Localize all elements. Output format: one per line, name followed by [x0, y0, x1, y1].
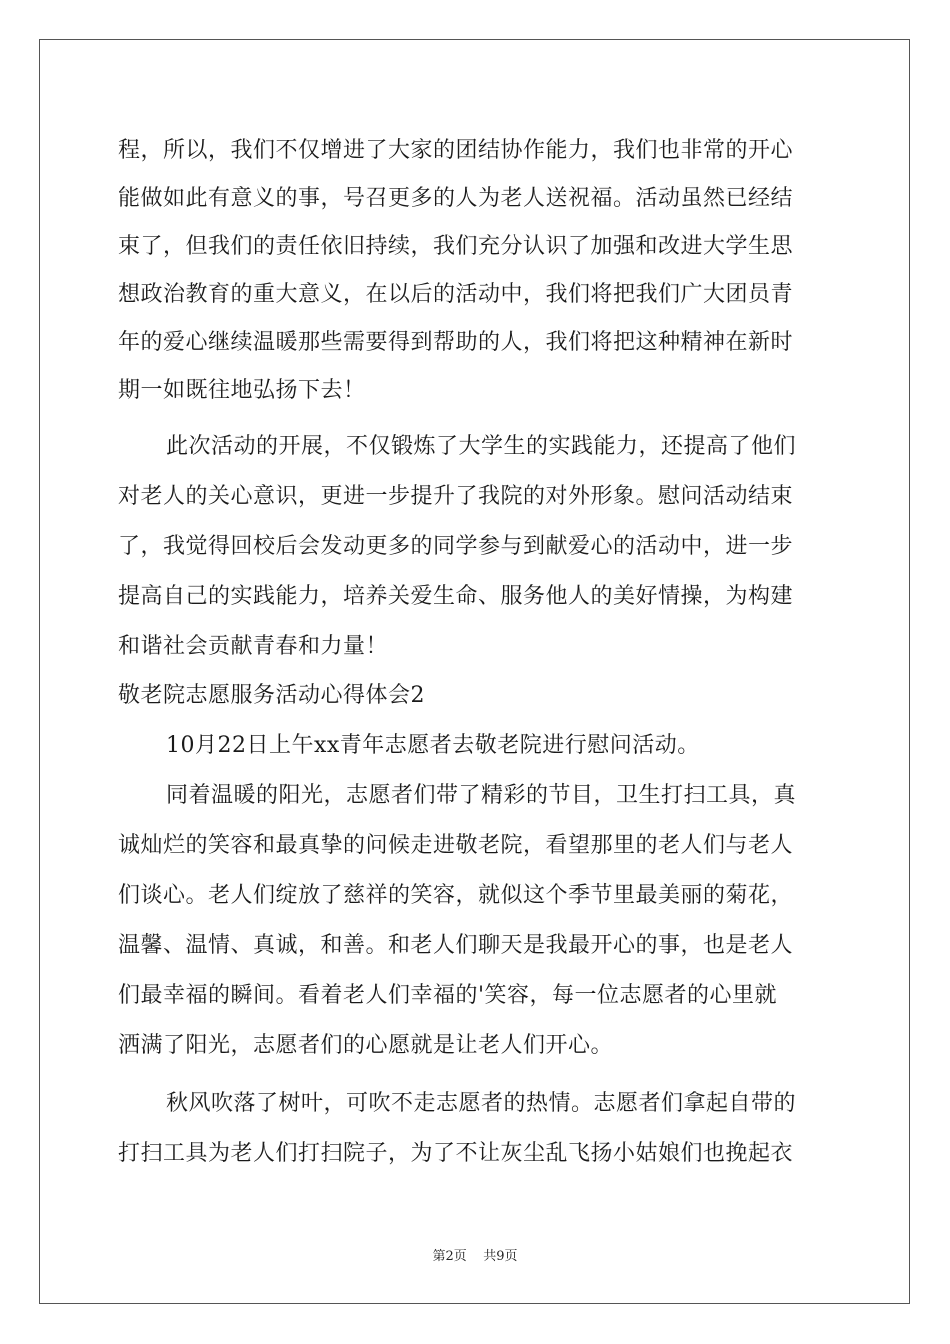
page-number: 第2页	[432, 1249, 467, 1264]
text-line: 程，所以，我们不仅增进了大家的团结协作能力，我们也非常的开心	[118, 138, 794, 163]
text-line: 诚灿烂的笑容和最真挚的问候走进敬老院，看望那里的老人们与老人	[118, 833, 794, 858]
text-line: 们谈心。老人们绽放了慈祥的笑容，就似这个季节里最美丽的菊花，	[118, 883, 794, 908]
text-line: 温馨、温情、真诚，和善。和老人们聊天是我最开心的事，也是老人	[118, 933, 794, 958]
text-line: 对老人的关心意识，更进一步提升了我院的对外形象。慰问活动结束	[118, 484, 794, 509]
text-line: 想政治教育的重大意义，在以后的活动中，我们将把我们广大团员青	[118, 282, 794, 307]
text-line: 此次活动的开展，不仅锻炼了大学生的实践能力，还提高了他们	[166, 434, 797, 459]
text-line: 束了，但我们的责任依旧持续，我们充分认识了加强和改进大学生思	[118, 234, 794, 259]
text-line: 10月22日上午xx青年志愿者去敬老院进行慰问活动。	[166, 733, 700, 758]
section-heading: 敬老院志愿服务活动心得体会2	[118, 683, 425, 708]
text-line: 同着温暖的阳光，志愿者们带了精彩的节目，卫生打扫工具，真	[166, 783, 797, 808]
text-line: 打扫工具为老人们打扫院子，为了不让灰尘乱飞扬小姑娘们也挽起衣	[118, 1141, 794, 1166]
text-line: 秋风吹落了树叶，可吹不走志愿者的热情。志愿者们拿起自带的	[166, 1091, 797, 1116]
text-line: 年的爱心继续温暖那些需要得到帮助的人，我们将把这种精神在新时	[118, 330, 794, 355]
text-line: 了，我觉得回校后会发动更多的同学参与到献爱心的活动中，进一步	[118, 534, 794, 559]
text-line: 洒满了阳光，志愿者们的心愿就是让老人们开心。	[118, 1033, 614, 1058]
text-line: 能做如此有意义的事，号召更多的人为老人送祝福。活动虽然已经结	[118, 186, 794, 211]
text-line: 们最幸福的瞬间。看着老人们幸福的'笑容，每一位志愿者的心里就	[118, 983, 778, 1008]
text-line: 提高自己的实践能力，培养关爱生命、服务他人的美好情操，为构建	[118, 584, 794, 609]
text-line: 和谐社会贡献青春和力量！	[118, 634, 389, 659]
text-line: 期一如既往地弘扬下去！	[118, 378, 366, 403]
page-total: 共9页	[483, 1249, 518, 1264]
page-footer	[0, 1245, 950, 1264]
